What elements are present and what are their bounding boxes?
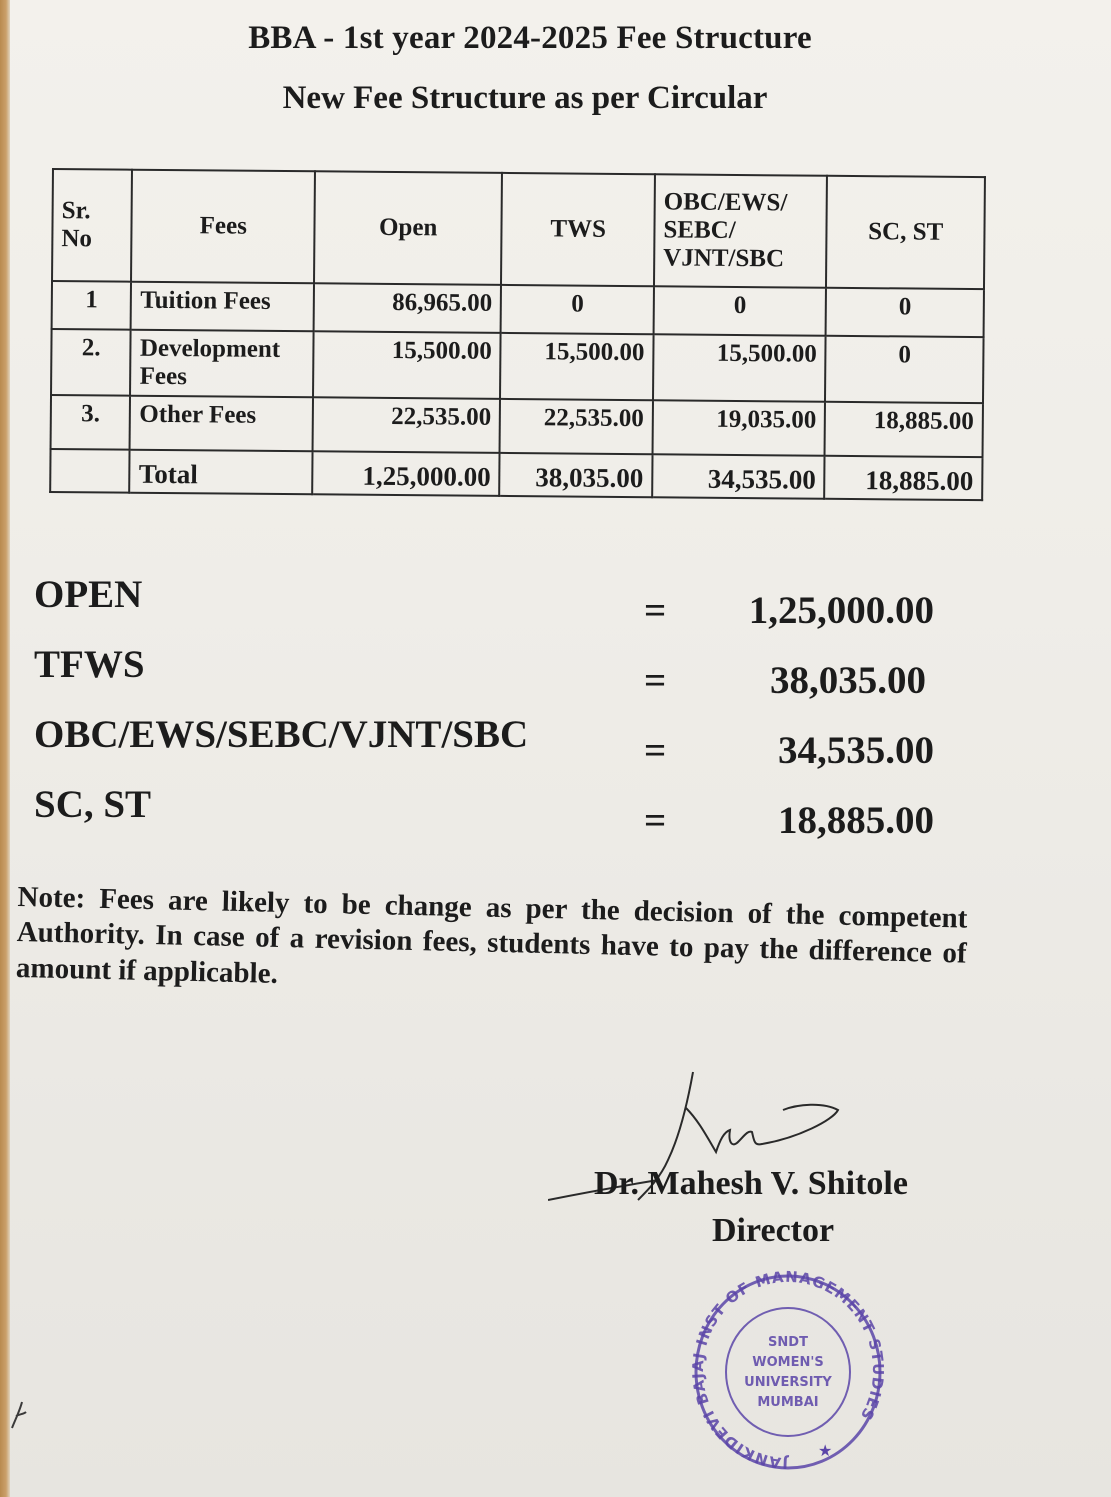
stamp-inner-line: SNDT xyxy=(768,1335,808,1350)
summary-equals: = xyxy=(644,799,667,842)
summary-value: 1,25,000.00 xyxy=(748,589,934,632)
row-fee-name: Tuition Fees xyxy=(131,282,314,332)
total-open: 1,25,000.00 xyxy=(312,451,500,496)
row-tws: 0 xyxy=(501,285,654,334)
summary-row-tfws xyxy=(34,642,954,712)
total-label: Total xyxy=(130,450,313,495)
row-sr: 1 xyxy=(52,281,132,330)
total-tws: 38,035.00 xyxy=(500,453,653,497)
row-sc-st: 0 xyxy=(825,336,983,403)
fee-table xyxy=(49,168,986,501)
summary-label: OPEN xyxy=(34,573,143,616)
summary-equals: = xyxy=(644,729,667,772)
header-tws: TWS xyxy=(501,173,655,286)
row-open: 86,965.00 xyxy=(314,283,502,333)
row-tws: 15,500.00 xyxy=(500,333,653,400)
row-fee-name: Development Fees xyxy=(131,330,314,398)
stamp-inner-line: UNIVERSITY xyxy=(744,1375,832,1390)
svg-text:JANKIDEVI BAJAJ INST OF MANAGE xyxy=(689,1268,887,1472)
summary-label: OBC/EWS/SEBC/VJNT/SBC xyxy=(34,713,529,756)
institute-stamp xyxy=(688,1268,888,1478)
total-obc: 34,535.00 xyxy=(652,454,825,499)
row-fee-name: Other Fees xyxy=(130,396,313,452)
header-sc-st: SC, ST xyxy=(826,176,985,289)
signatory-designation: Director xyxy=(712,1212,835,1249)
header-fees: Fees xyxy=(131,170,315,284)
summary-row-sc-st xyxy=(34,782,954,852)
stamp-outer-text: JANKIDEVI BAJAJ INST OF MANAGEMENT STUDIES xyxy=(688,1268,888,1473)
table-row xyxy=(51,329,984,403)
summary-row-open xyxy=(34,572,954,642)
total-sc-st: 18,885.00 xyxy=(825,456,983,500)
row-tws: 22,535.00 xyxy=(500,399,653,454)
fee-summary xyxy=(34,572,954,852)
table-row xyxy=(51,395,983,457)
summary-label: TFWS xyxy=(34,643,145,686)
document-title: BBA - 1st year 2024-2025 Fee Structure xyxy=(248,20,812,56)
row-obc: 0 xyxy=(654,286,827,336)
summary-equals: = xyxy=(644,659,667,702)
summary-row-obc xyxy=(34,712,954,782)
header-sr-no: Sr. No xyxy=(52,169,132,282)
row-sc-st: 0 xyxy=(826,288,984,337)
fee-note: Note: Fees are likely to be change as per the decision of the competent Authority. In case of a revision fees, students have to pay the difference of amount if applicable. xyxy=(15,880,968,990)
row-sr: 2. xyxy=(51,329,131,396)
stamp-inner-line: MUMBAI xyxy=(757,1395,819,1410)
row-sc-st: 18,885.00 xyxy=(825,402,983,457)
table-header-row xyxy=(52,169,985,289)
stamp-star-icon: ★ xyxy=(818,1441,833,1460)
summary-label: SC, ST xyxy=(34,783,152,826)
table-total-row xyxy=(50,449,982,500)
pen-mark-icon xyxy=(8,1400,30,1432)
signatory-name: Dr. Mahesh V. Shitole xyxy=(594,1165,908,1202)
row-obc: 15,500.00 xyxy=(653,334,826,402)
row-open: 15,500.00 xyxy=(313,331,501,399)
document-subtitle: New Fee Structure as per Circular xyxy=(282,80,768,116)
row-open: 22,535.00 xyxy=(313,397,501,453)
row-obc: 19,035.00 xyxy=(652,400,825,456)
table-row xyxy=(52,281,984,337)
row-sr: 3. xyxy=(51,395,131,450)
header-open: Open xyxy=(314,171,502,285)
paper-edge xyxy=(0,0,10,1497)
summary-value: 18,885.00 xyxy=(778,799,934,842)
header-obc: OBC/EWS/ SEBC/ VJNT/SBC xyxy=(654,174,827,288)
summary-value: 38,035.00 xyxy=(770,659,926,702)
stamp-inner-line: WOMEN'S xyxy=(752,1355,824,1370)
total-sr-empty xyxy=(50,449,130,493)
summary-equals: = xyxy=(644,589,667,632)
summary-value: 34,535.00 xyxy=(778,729,934,772)
